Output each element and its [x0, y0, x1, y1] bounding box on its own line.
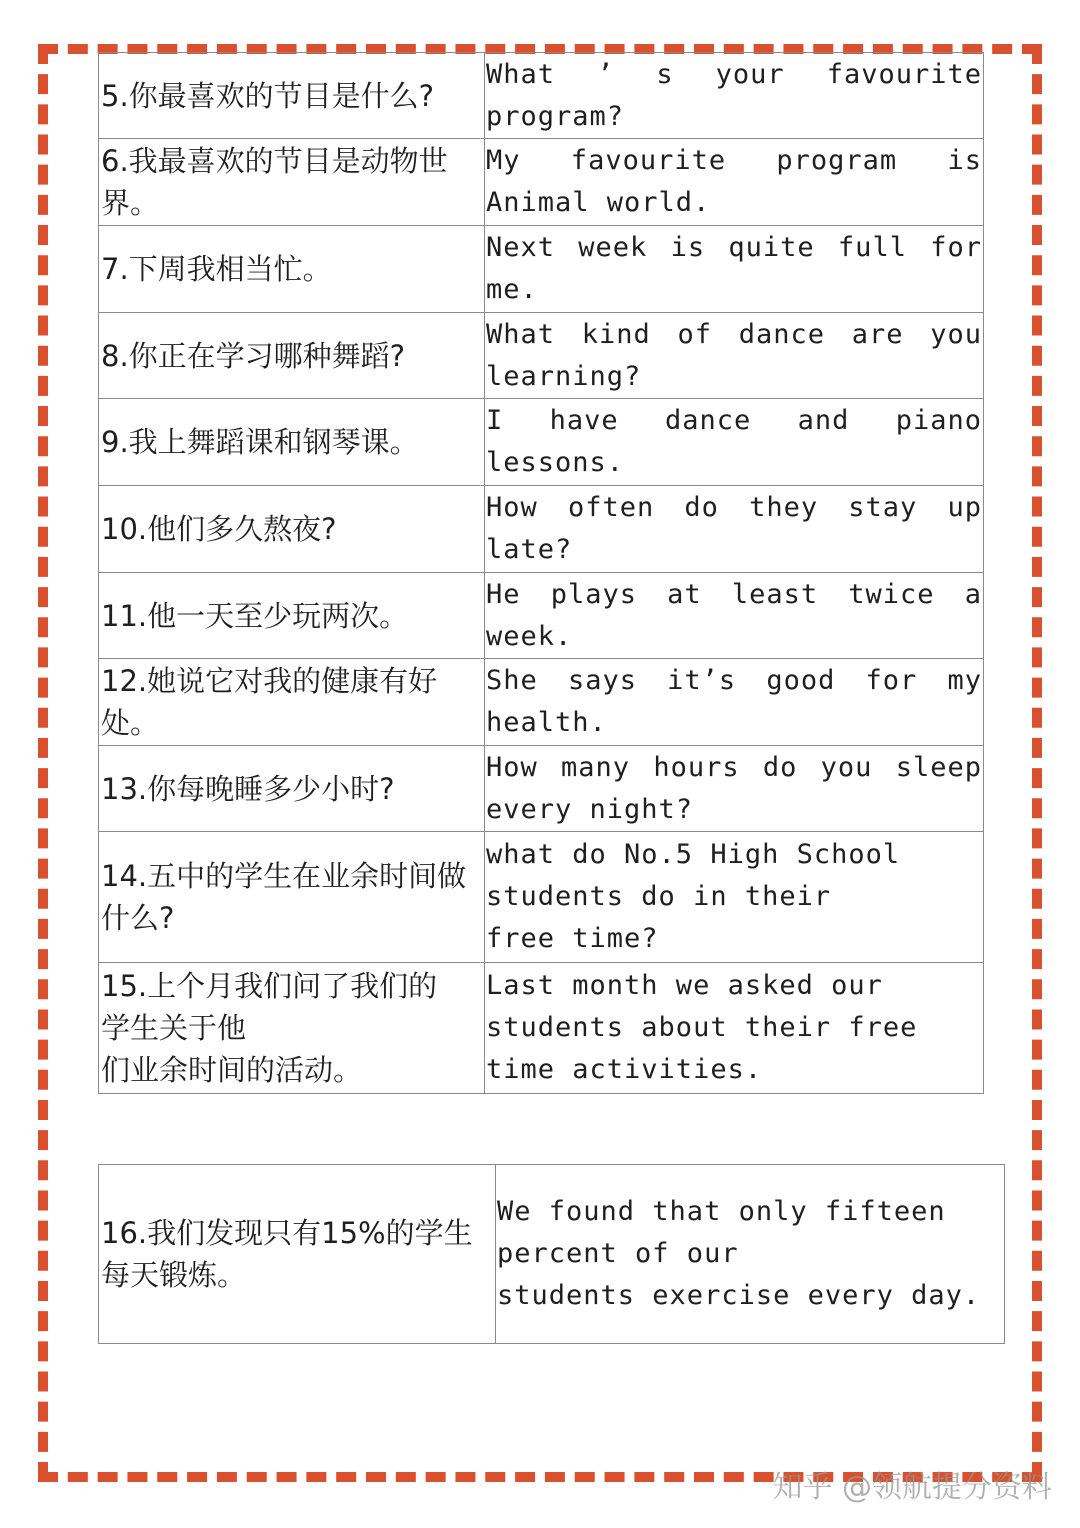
english-cell	[485, 313, 984, 399]
english-line: time activities.	[486, 1054, 763, 1085]
table-row	[99, 963, 984, 1094]
english-cell	[485, 486, 984, 573]
english-cell	[485, 139, 984, 226]
english-cell	[485, 832, 984, 963]
english-cell	[496, 1165, 1005, 1344]
chinese-cell	[99, 573, 485, 659]
english-line: percent of our	[497, 1238, 739, 1269]
english-text: My favourite program is Animal world.	[486, 145, 982, 218]
english-text: He plays at least twice a week.	[486, 578, 982, 652]
watermark-text: 知乎 @领航提分资料	[772, 1470, 1052, 1505]
table-row	[99, 226, 984, 313]
item-number: 8.	[101, 338, 129, 373]
english-cell	[485, 573, 984, 659]
chinese-line: 学生关于他	[101, 1011, 247, 1045]
chinese-cell	[99, 486, 485, 573]
item-number: 5.	[101, 78, 129, 113]
chinese-cell	[99, 139, 485, 226]
english-text: What kind of dance are you learning?	[486, 318, 982, 392]
english-cell	[485, 746, 984, 832]
english-line: Last month we asked our	[486, 970, 883, 1001]
chinese-cell	[99, 1165, 496, 1344]
chinese-cell	[99, 832, 485, 963]
english-text: She says it’s good for my health.	[486, 665, 982, 738]
table-row	[99, 832, 984, 963]
english-text: How many hours do you sleep every night?	[486, 751, 982, 825]
item-number: 11.	[101, 598, 148, 633]
chinese-cell	[99, 659, 485, 746]
english-line: what do No.5 High School	[486, 839, 901, 870]
english-line: free time?	[486, 923, 659, 954]
table-row	[99, 139, 984, 226]
item-number: 15.	[101, 969, 148, 1003]
chinese-text: 下周我相当忙。	[128, 252, 332, 286]
chinese-text: 他一天至少玩两次。	[147, 598, 409, 633]
chinese-text: 我上舞蹈课和钢琴课。	[128, 425, 419, 459]
item-number: 7.	[101, 252, 129, 286]
chinese-text: 她说它对我的健康有好处。	[101, 664, 438, 740]
english-text: How often do they stay up late?	[486, 492, 982, 565]
chinese-cell	[99, 226, 485, 313]
chinese-text: 五中的学生在业余时间做什么?	[101, 859, 467, 935]
chinese-text: 他们多久熬夜?	[147, 512, 337, 546]
english-line: students about their free	[486, 1012, 918, 1043]
chinese-text: 你每晚睡多少小时?	[147, 771, 395, 806]
table-row	[99, 1165, 1005, 1344]
english-text: What ’ s your favourite program?	[486, 58, 982, 132]
table-row	[99, 399, 984, 486]
chinese-line: 上个月我们问了我们的	[147, 969, 438, 1003]
chinese-text: 我最喜欢的节目是动物世界。	[101, 144, 448, 220]
english-cell	[485, 53, 984, 139]
chinese-line: 们业余时间的活动。	[101, 1053, 363, 1087]
chinese-text: 我们发现只有15%的学生每天锻炼。	[101, 1216, 473, 1292]
phrase-table	[98, 52, 984, 1094]
table-row	[99, 313, 984, 399]
english-cell	[485, 226, 984, 313]
table-row	[99, 53, 984, 139]
phrase-table-16	[98, 1164, 1005, 1344]
table-row	[99, 746, 984, 832]
item-number: 13.	[101, 771, 148, 806]
chinese-cell	[99, 963, 485, 1094]
chinese-cell	[99, 313, 485, 399]
chinese-cell	[99, 53, 485, 139]
chinese-cell	[99, 746, 485, 832]
item-number: 12.	[101, 664, 148, 698]
item-number: 16.	[101, 1216, 148, 1250]
item-number: 6.	[101, 144, 129, 178]
english-cell	[485, 963, 984, 1094]
english-line: We found that only fifteen	[497, 1196, 946, 1227]
english-cell	[485, 659, 984, 746]
item-number: 14.	[101, 859, 148, 893]
chinese-text: 你正在学习哪种舞蹈?	[128, 338, 406, 373]
chinese-text: 你最喜欢的节目是什么?	[128, 78, 435, 113]
table-row	[99, 486, 984, 573]
english-cell	[485, 399, 984, 486]
item-number: 10.	[101, 512, 148, 546]
english-text: Next week is quite full for me.	[486, 232, 982, 305]
english-text: I have dance and piano lessons.	[486, 405, 982, 478]
table-row	[99, 573, 984, 659]
item-number: 9.	[101, 425, 129, 459]
english-line: students do in their	[486, 881, 832, 912]
chinese-cell	[99, 399, 485, 486]
table-row	[99, 659, 984, 746]
english-line: students exercise every day.	[497, 1280, 981, 1311]
